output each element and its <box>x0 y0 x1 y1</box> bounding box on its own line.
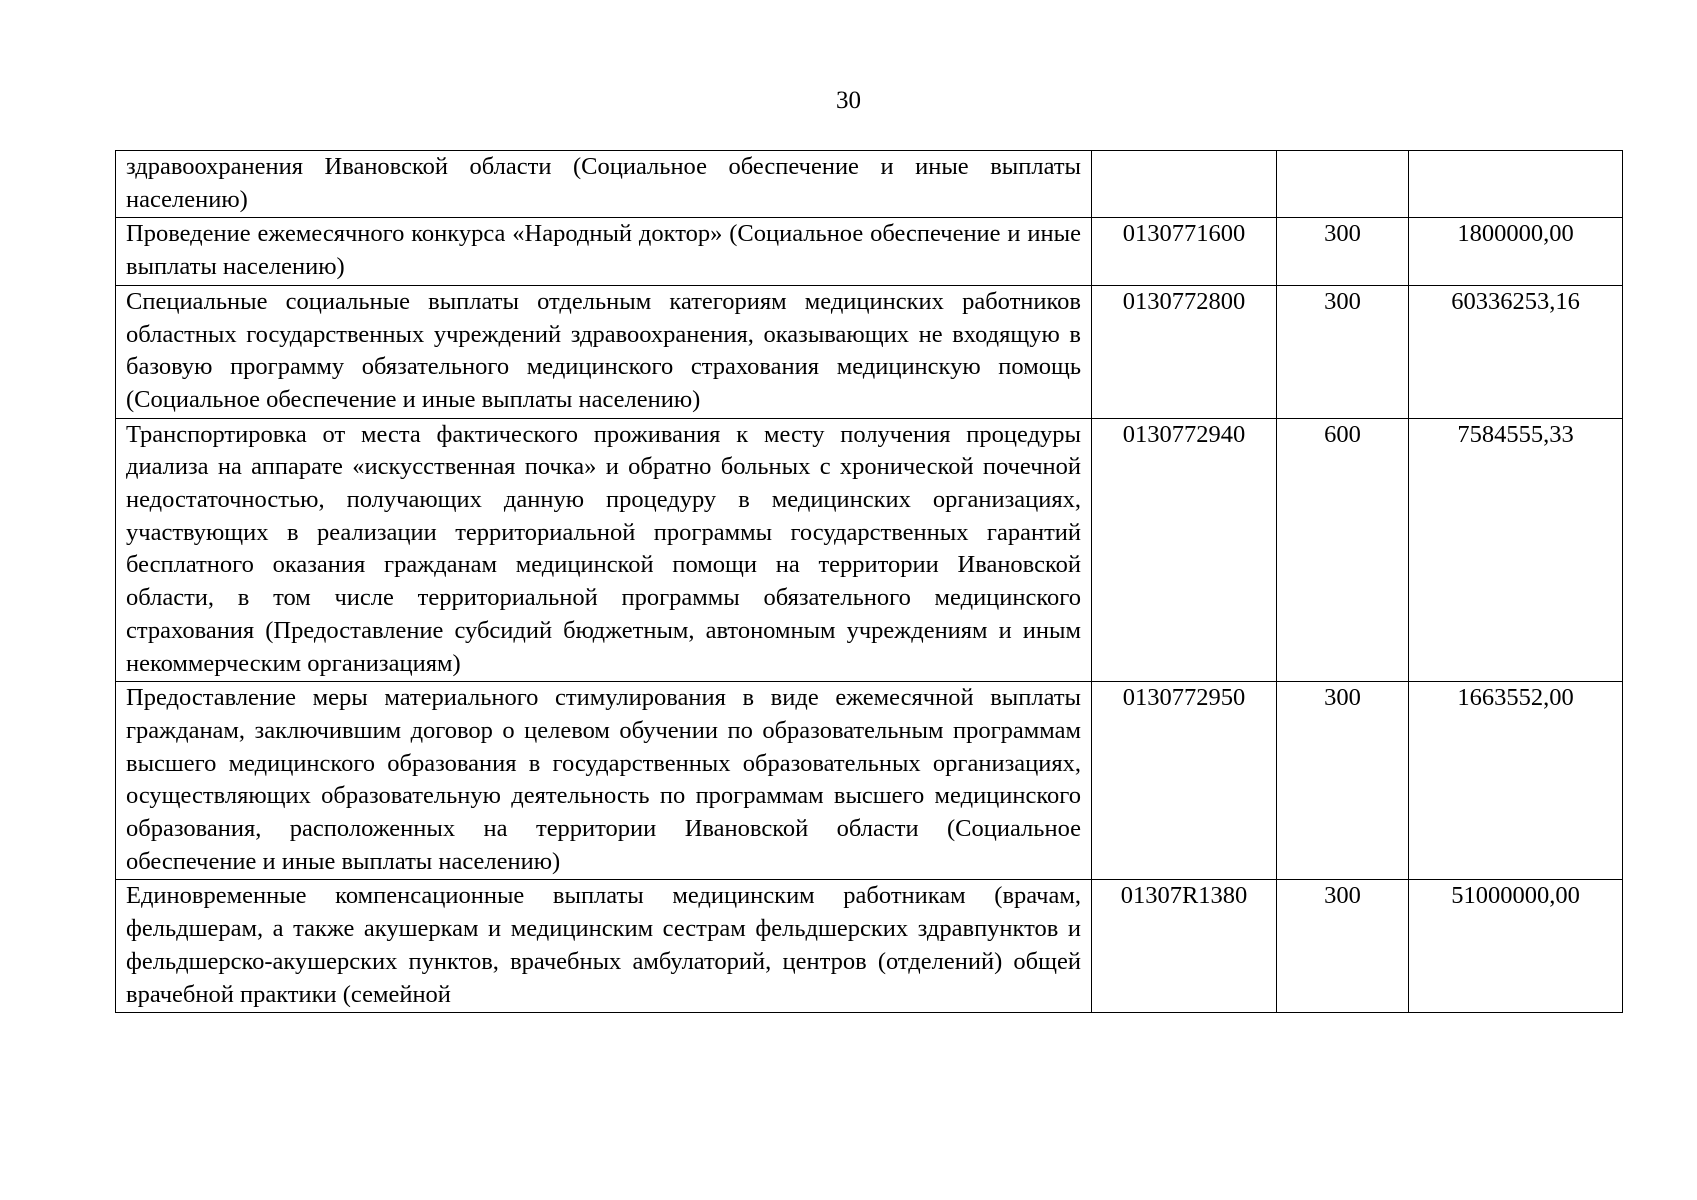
row-target-code: 0130772800 <box>1092 285 1277 418</box>
row-expense-type: 300 <box>1277 682 1409 880</box>
row-expense-type <box>1277 151 1409 218</box>
row-target-code <box>1092 151 1277 218</box>
row-target-code: 0130771600 <box>1092 218 1277 285</box>
table-row <box>116 151 1623 218</box>
row-expense-type: 300 <box>1277 218 1409 285</box>
page-number: 30 <box>836 87 861 114</box>
row-description: Проведение ежемесячного конкурса «Народный доктор» (Социальное обеспечение и иные выплаты населению) <box>116 218 1092 285</box>
table-row <box>116 880 1623 1013</box>
table-row <box>116 682 1623 880</box>
row-target-code: 01307R1380 <box>1092 880 1277 1013</box>
row-amount: 60336253,16 <box>1409 285 1623 418</box>
row-description: здравоохранения Ивановской области (Социальное обеспечение и иные выплаты населению) <box>116 151 1092 218</box>
row-amount: 1800000,00 <box>1409 218 1623 285</box>
row-description: Транспортировка от места фактического проживания к месту получения процедуры диализа на аппарате «искусственная почка» и обратно больных с хронической почечной недостаточностью, получающих данную процедуру в медицинских организациях, участвующих в реализации территориальной программы государственных гарантий бесплатного оказания гражданам медицинской помощи на территории Ивановской области, в том числе территориальной программы обязательного медицинского страхования (Предоставление субсидий бюджетным, автономным учреждениям и иным некоммерческим организациям) <box>116 418 1092 682</box>
row-expense-type: 600 <box>1277 418 1409 682</box>
row-description: Предоставление меры материального стимулирования в виде ежемесячной выплаты гражданам, заключившим договор о целевом обучении по образовательным программам высшего медицинского образования в государственных образовательных организациях, осуществляющих образовательную деятельность по программам высшего медицинского образования, расположенных на территории Ивановской области (Социальное обеспечение и иные выплаты населению) <box>116 682 1092 880</box>
row-amount: 1663552,00 <box>1409 682 1623 880</box>
table-row <box>116 285 1623 418</box>
row-description: Специальные социальные выплаты отдельным категориям медицинских работников областных государственных учреждений здравоохранения, оказывающих не входящую в базовую программу обязательного медицинского страхования медицинскую помощь (Социальное обеспечение и иные выплаты населению) <box>116 285 1092 418</box>
row-expense-type: 300 <box>1277 285 1409 418</box>
row-expense-type: 300 <box>1277 880 1409 1013</box>
table-row <box>116 418 1623 682</box>
row-amount: 7584555,33 <box>1409 418 1623 682</box>
row-amount <box>1409 151 1623 218</box>
budget-table <box>115 150 1623 1013</box>
row-description: Единовременные компенсационные выплаты медицинским работникам (врачам, фельдшерам, а также акушеркам и медицинским сестрам фельдшерских здравпунктов и фельдшерско-акушерских пунктов, врачебных амбулаторий, центров (отделений) общей врачебной практики (семейной <box>116 880 1092 1013</box>
row-amount: 51000000,00 <box>1409 880 1623 1013</box>
row-target-code: 0130772950 <box>1092 682 1277 880</box>
table-row <box>116 218 1623 285</box>
row-target-code: 0130772940 <box>1092 418 1277 682</box>
